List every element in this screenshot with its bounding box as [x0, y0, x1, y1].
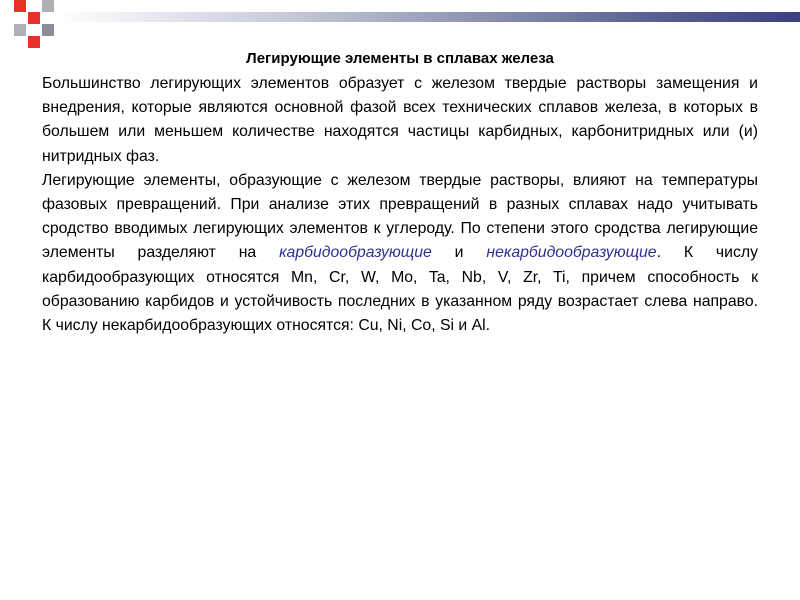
- term-carbide-forming: карбидообразующие: [279, 244, 432, 262]
- deco-square-red: [28, 12, 40, 24]
- paragraph-2-start: Легирующие элементы, образующие с железом твердые растворы, влияют на температуры фазовых превращений. При анализе этих превращений в разных сплавах надо учитывать сродство вводимых легирующих элементов к углероду. По степени этого сродства легирующие элементы разделяют на: [42, 171, 758, 262]
- paragraph-1: Большинство легирующих элементов образует с железом твердые растворы замещения и внедрения, которые являются основной фазой всех технических сплавов железа, в которых в большем или меньшем количестве находятся частицы карбидных, карбонитридных или (и) нитридных фаз.: [42, 75, 758, 165]
- term-noncarbide-forming: некарбидообразующие: [486, 244, 657, 262]
- deco-square-red: [28, 36, 40, 48]
- header-gradient-band: [58, 12, 800, 22]
- slide-title: Легирующие элементы в сплавах железа: [246, 50, 554, 67]
- deco-square-gray: [42, 24, 54, 36]
- deco-square-gray: [42, 0, 54, 12]
- slide-body: [42, 72, 758, 338]
- deco-square-gray: [14, 24, 26, 36]
- conjunction: и: [431, 244, 487, 262]
- paragraph-2-end: . К числу карбидообразующих относятся Mn, Cr, W, Mo, Ta, Nb, V, Zr, Ti, причем способность к образованию карбидов и устойчивость последних в указанном ряду возрастает слева направо. К числу некарбидообразующих относятся: Cu, Ni, Co, Si и Al.: [42, 244, 758, 335]
- deco-square-red: [14, 0, 26, 12]
